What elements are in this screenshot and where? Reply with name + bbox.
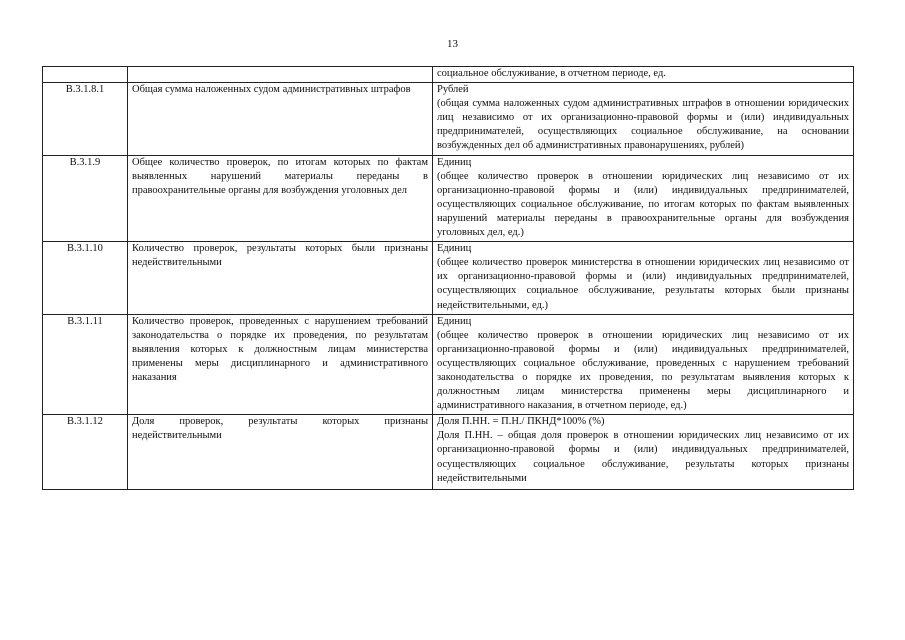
indicators-table [42,66,854,490]
description-text: (общее количество проверок министерства в отношении юридических лиц независимо от их организационно-правовой формы и (или) индивидуальных предпринимателей, осуществляющих социальное обслуживание, результаты которых были признаны недействительными, ед.) [437,257,849,311]
indicator-description [433,314,854,415]
table-row [43,155,854,242]
description-text: Доля П.НН. – общая доля проверок в отношении юридических лиц независимо от их организационно-правовой формы и (или) индивидуальных предпринимателей, осуществляющих социальное обслуживание, результаты которых признаны недействительными [437,430,849,484]
description-unit: Доля П.НН. = П.Н./ ПКНД*100% (%) [437,416,605,428]
description-line: социальное обслуживание, в отчетном периоде, ед. [437,68,666,79]
indicator-name: Общая сумма наложенных судом административных штрафов [128,83,433,155]
indicator-description [433,83,854,155]
description-unit: Единиц [437,156,472,168]
indicator-description [433,155,854,242]
indicator-code: В.3.1.8.1 [43,83,128,155]
table-row [43,83,854,155]
indicator-description [433,242,854,314]
indicator-name: Количество проверок, проведенных с нарушением требований законодательства о порядке их проведения, по результатам выявления которых к должностным лицам министерства применены меры дисциплинарного и административного наказания [128,314,433,415]
indicator-code: В.3.1.10 [43,242,128,314]
description-text: (общее количество проверок в отношении юридических лиц независимо от их организационно-правовой формы и (или) индивидуальных предпринимателей, осуществляющих социальное обслуживание, по итогам которых по фактам выявленных нарушений материалы переданы в правоохранительные органы для возбуждения уголовных дел, ед.) [437,170,849,239]
table-row-continuation [43,67,854,83]
description-clip [437,415,849,488]
description-unit: Единиц [437,243,472,255]
indicator-code: В.3.1.12 [43,415,128,490]
indicator-name [128,67,433,83]
description-text: (общая сумма наложенных судом административных штрафов в отношении юридических лиц независимо от их организационно-правовой формы и (или) индивидуальных предпринимателей, осуществляющих социальное обслуживание, на основании возбужденных дел об административных правонарушениях, рублей) [437,98,849,152]
description-text: (общее количество проверок в отношении юридических лиц независимо от их организационно-правовой формы и (или) индивидуальных предпринимателей, осуществляющих социальное обслуживание, проведенных с нарушением требований законодательства о порядке их проведения, по результатам выявления которых к должностным лицам министерства применены меры дисциплинарного и административного наказания, в отчетном периоде, ед.) [437,329,849,412]
indicator-description [433,415,854,490]
indicator-code: В.3.1.11 [43,314,128,415]
indicator-name: Количество проверок, результаты которых были признаны недействительными [128,242,433,314]
description-unit: Рублей [437,84,469,96]
table-row [43,415,854,490]
table-row [43,242,854,314]
indicator-description [433,67,854,83]
indicator-code [43,67,128,83]
indicator-code: В.3.1.9 [43,155,128,242]
indicator-name: Общее количество проверок, по итогам которых по фактам выявленных нарушений материалы переданы в правоохранительные органы для возбуждения уголовных дел [128,155,433,242]
page-number: 13 [447,38,458,50]
description-unit: Единиц [437,315,472,327]
indicator-name: Доля проверок, результаты которых признаны недействительными [128,415,433,490]
table-row [43,314,854,415]
